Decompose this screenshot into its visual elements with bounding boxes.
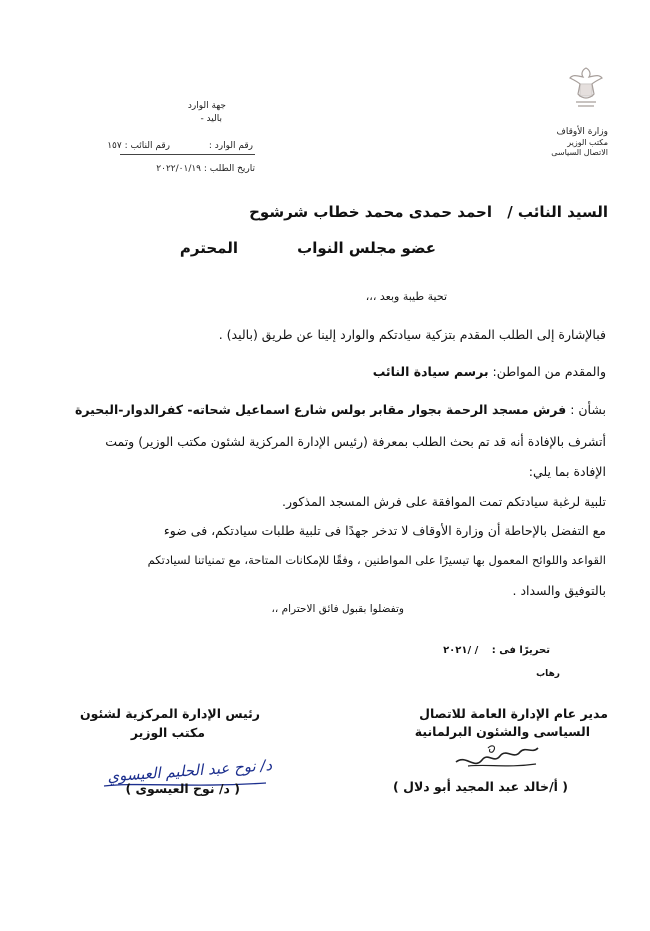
incoming-number-label: رقم الوارد :: [208, 141, 253, 151]
paragraph-finding-line-2: الإفادة بما يلي:: [528, 464, 606, 479]
paragraph-subject: [46, 402, 606, 417]
paragraph-closing-line-3: بالتوفيق والسداد .: [512, 583, 606, 598]
ministry-emblem: [566, 64, 606, 114]
ministry-line-2: مكتب الوزير: [567, 138, 608, 147]
signature-right-scribble-icon: [448, 740, 544, 776]
paragraph-approval: تلبية لرغبة سيادتكم تمت الموافقة على فرش المسجد المذكور.: [281, 494, 606, 509]
request-date: تاريخ الطلب : ٢٠٢٢/٠١/١٩: [156, 164, 255, 174]
signature-right: [448, 740, 544, 776]
signatory-right-name: ( أ/خالد عبد المجيد أبو دلال ): [393, 779, 568, 794]
incoming-divider: [120, 154, 255, 155]
subject-value: فرش مسجد الرحمة بجوار مقابر بولس شارع اسماعيل شحاته- كفرالدوار-البحيرة: [74, 402, 567, 417]
recipient-line: [208, 203, 608, 221]
applicant-label: والمقدم من المواطن:: [492, 364, 606, 379]
ministry-line-3: الاتصال السياسى: [551, 148, 608, 157]
recipient-name: احمد حمدى محمد خطاب شرشوح: [249, 203, 492, 221]
incoming-source-label: جهة الوارد: [187, 101, 226, 111]
signatory-right-title-2: السياسى والشئون البرلمانية: [414, 724, 590, 739]
paragraph-closing-line-2: القواعد واللوائح المعمول بها تيسيرًا على المواطنين ، وفقًا للإمكانات المتاحة، مع تمنياتنا لسيادتكم: [147, 553, 606, 567]
closing-respect: وتفضلوا بقبول فائق الاحترام ،،: [271, 603, 404, 615]
signatory-right-title-1: مدير عام الإدارة العامة للاتصال: [419, 706, 608, 721]
applicant-value: برسم سيادة النائب: [372, 364, 489, 379]
paragraph-reference: فبالإشارة إلى الطلب المقدم بتزكية سيادتكم والوارد إلينا عن طريق (باليد) .: [218, 327, 606, 342]
paragraph-applicant: [46, 364, 606, 379]
paragraph-closing-line-1: مع التفضل بالإحاطة أن وزارة الأوقاف لا تدخر جهدًا فى تلبية طلبات سيادتكم، فى ضوء: [163, 523, 606, 538]
recipient-position: عضو مجلس النواب: [297, 239, 436, 257]
date-label: تحريرًا فى :: [491, 645, 550, 656]
signature-left-handwritten: د/ نوح عبد الحليم العيسوي: [106, 756, 273, 786]
date-value: / /٢٠٢١: [443, 645, 479, 656]
incoming-source-value: باليد -: [200, 114, 222, 124]
signatory-left-name: ( د/ نوح العيسوى ): [125, 781, 240, 796]
ministry-line-1: وزارة الأوقاف: [556, 127, 608, 137]
date-line: [350, 645, 550, 656]
greeting: تحية طيبة وبعد ،،،: [365, 290, 447, 303]
ministry-name: [488, 126, 608, 158]
paragraph-finding-line-1: أتشرف بالإفادة أنه قد تم بحث الطلب بمعرفة (رئيس الإدارة المركزية لشئون مكتب الوزير) وتمت: [105, 434, 606, 449]
signatory-left-title-1: رئيس الإدارة المركزية لشئون: [79, 706, 260, 721]
initials: رهاب: [536, 669, 560, 679]
recipient-title-prefix: السيد النائب /: [507, 203, 608, 221]
signatory-left-title-2: مكتب الوزير: [130, 725, 205, 740]
recipient-honorific: المحترم: [179, 239, 238, 257]
deputy-number: رقم النائب : ١٥٧: [107, 141, 170, 151]
subject-label: بشأن :: [570, 402, 606, 417]
egypt-eagle-emblem-icon: [566, 64, 606, 114]
